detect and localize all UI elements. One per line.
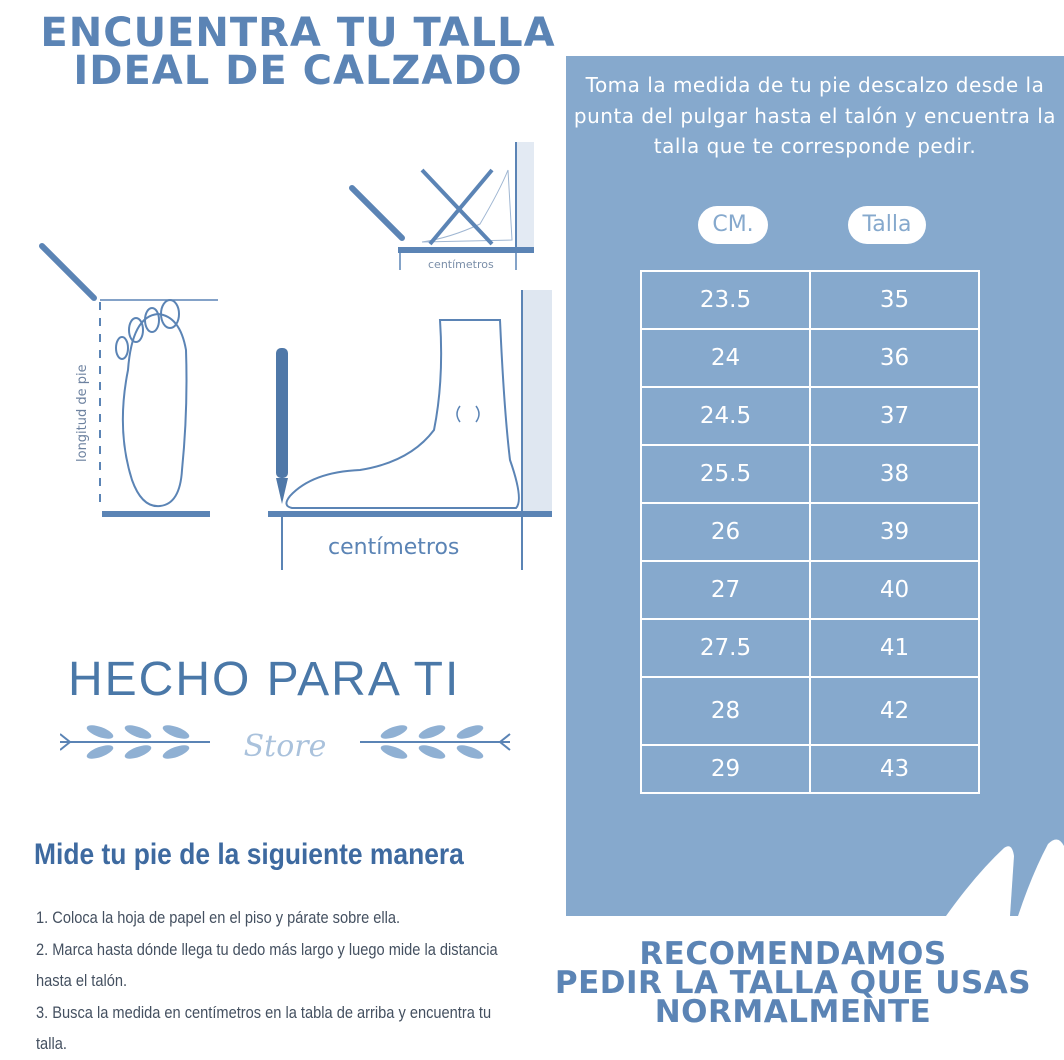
table-row xyxy=(641,561,979,619)
cm-cell: 27 xyxy=(641,561,810,619)
talla-cell: 37 xyxy=(810,387,979,445)
cm-label: centímetros xyxy=(328,535,460,560)
cm-cell: 24.5 xyxy=(641,387,810,445)
brand-sub: Store xyxy=(243,729,327,764)
talla-cell: 43 xyxy=(810,745,979,793)
table-row xyxy=(641,329,979,387)
step-2: 2. Marca hasta dónde llega tu dedo más largo y luego mide la distancia hasta el talón. xyxy=(36,939,498,990)
table-row xyxy=(641,271,979,329)
recommendation-line-3: NORMALMENTE xyxy=(654,994,932,1030)
recommendation-line-1: RECOMENDAMOS xyxy=(639,936,947,972)
table-row xyxy=(641,745,979,793)
laurel-icon xyxy=(60,712,520,782)
table-row xyxy=(641,445,979,503)
talla-cell: 42 xyxy=(810,677,979,745)
table-row xyxy=(641,677,979,745)
table-row xyxy=(641,503,979,561)
table-row xyxy=(641,619,979,677)
page-title xyxy=(38,10,558,94)
small-foot-diagram xyxy=(352,142,534,271)
title-line-1: ENCUENTRA TU TALLA xyxy=(40,10,556,56)
talla-cell: 40 xyxy=(810,561,979,619)
step-1: 1. Coloca la hoja de papel en el piso y párate sobre ella. xyxy=(36,908,401,927)
talla-cell: 41 xyxy=(810,619,979,677)
title-line-2: IDEAL DE CALZADO xyxy=(73,48,523,94)
size-chart-panel xyxy=(566,56,1064,916)
size-instructions-text: Toma la medida de tu pie descalzo desde la punta del pulgar hasta el talón y encuentra la talla que te corresponde pedir. xyxy=(573,73,1057,158)
brand-name: HECHO PARA TI xyxy=(68,653,461,706)
sole-diagram xyxy=(42,246,218,514)
small-cm-label: centímetros xyxy=(428,258,494,271)
cm-cell: 27.5 xyxy=(641,619,810,677)
foot-measurement-illustration xyxy=(30,130,560,580)
instructions-title: Mide tu pie de la siguiente manera xyxy=(34,838,464,871)
side-foot-diagram xyxy=(268,290,552,570)
cm-cell: 28 xyxy=(641,677,810,745)
cm-column-header: CM. xyxy=(698,206,768,244)
talla-cell: 35 xyxy=(810,271,979,329)
table-row xyxy=(641,387,979,445)
decorative-swoosh-icon xyxy=(946,834,1064,916)
cm-cell: 24 xyxy=(641,329,810,387)
talla-column-header: Talla xyxy=(848,206,926,244)
talla-cell: 38 xyxy=(810,445,979,503)
size-table xyxy=(640,270,980,794)
talla-cell: 36 xyxy=(810,329,979,387)
recommendation-text xyxy=(548,936,1038,1030)
cm-cell: 23.5 xyxy=(641,271,810,329)
instructions-list xyxy=(36,902,518,1060)
cm-cell: 29 xyxy=(641,745,810,793)
foot-length-label: longitud de pie xyxy=(75,364,90,462)
cm-cell: 26 xyxy=(641,503,810,561)
step-3: 3. Busca la medida en centímetros en la tabla de arriba y encuentra tu talla. xyxy=(36,1002,492,1053)
cm-cell: 25.5 xyxy=(641,445,810,503)
talla-cell: 39 xyxy=(810,503,979,561)
recommendation-line-2: PEDIR LA TALLA QUE USAS xyxy=(554,965,1032,1001)
